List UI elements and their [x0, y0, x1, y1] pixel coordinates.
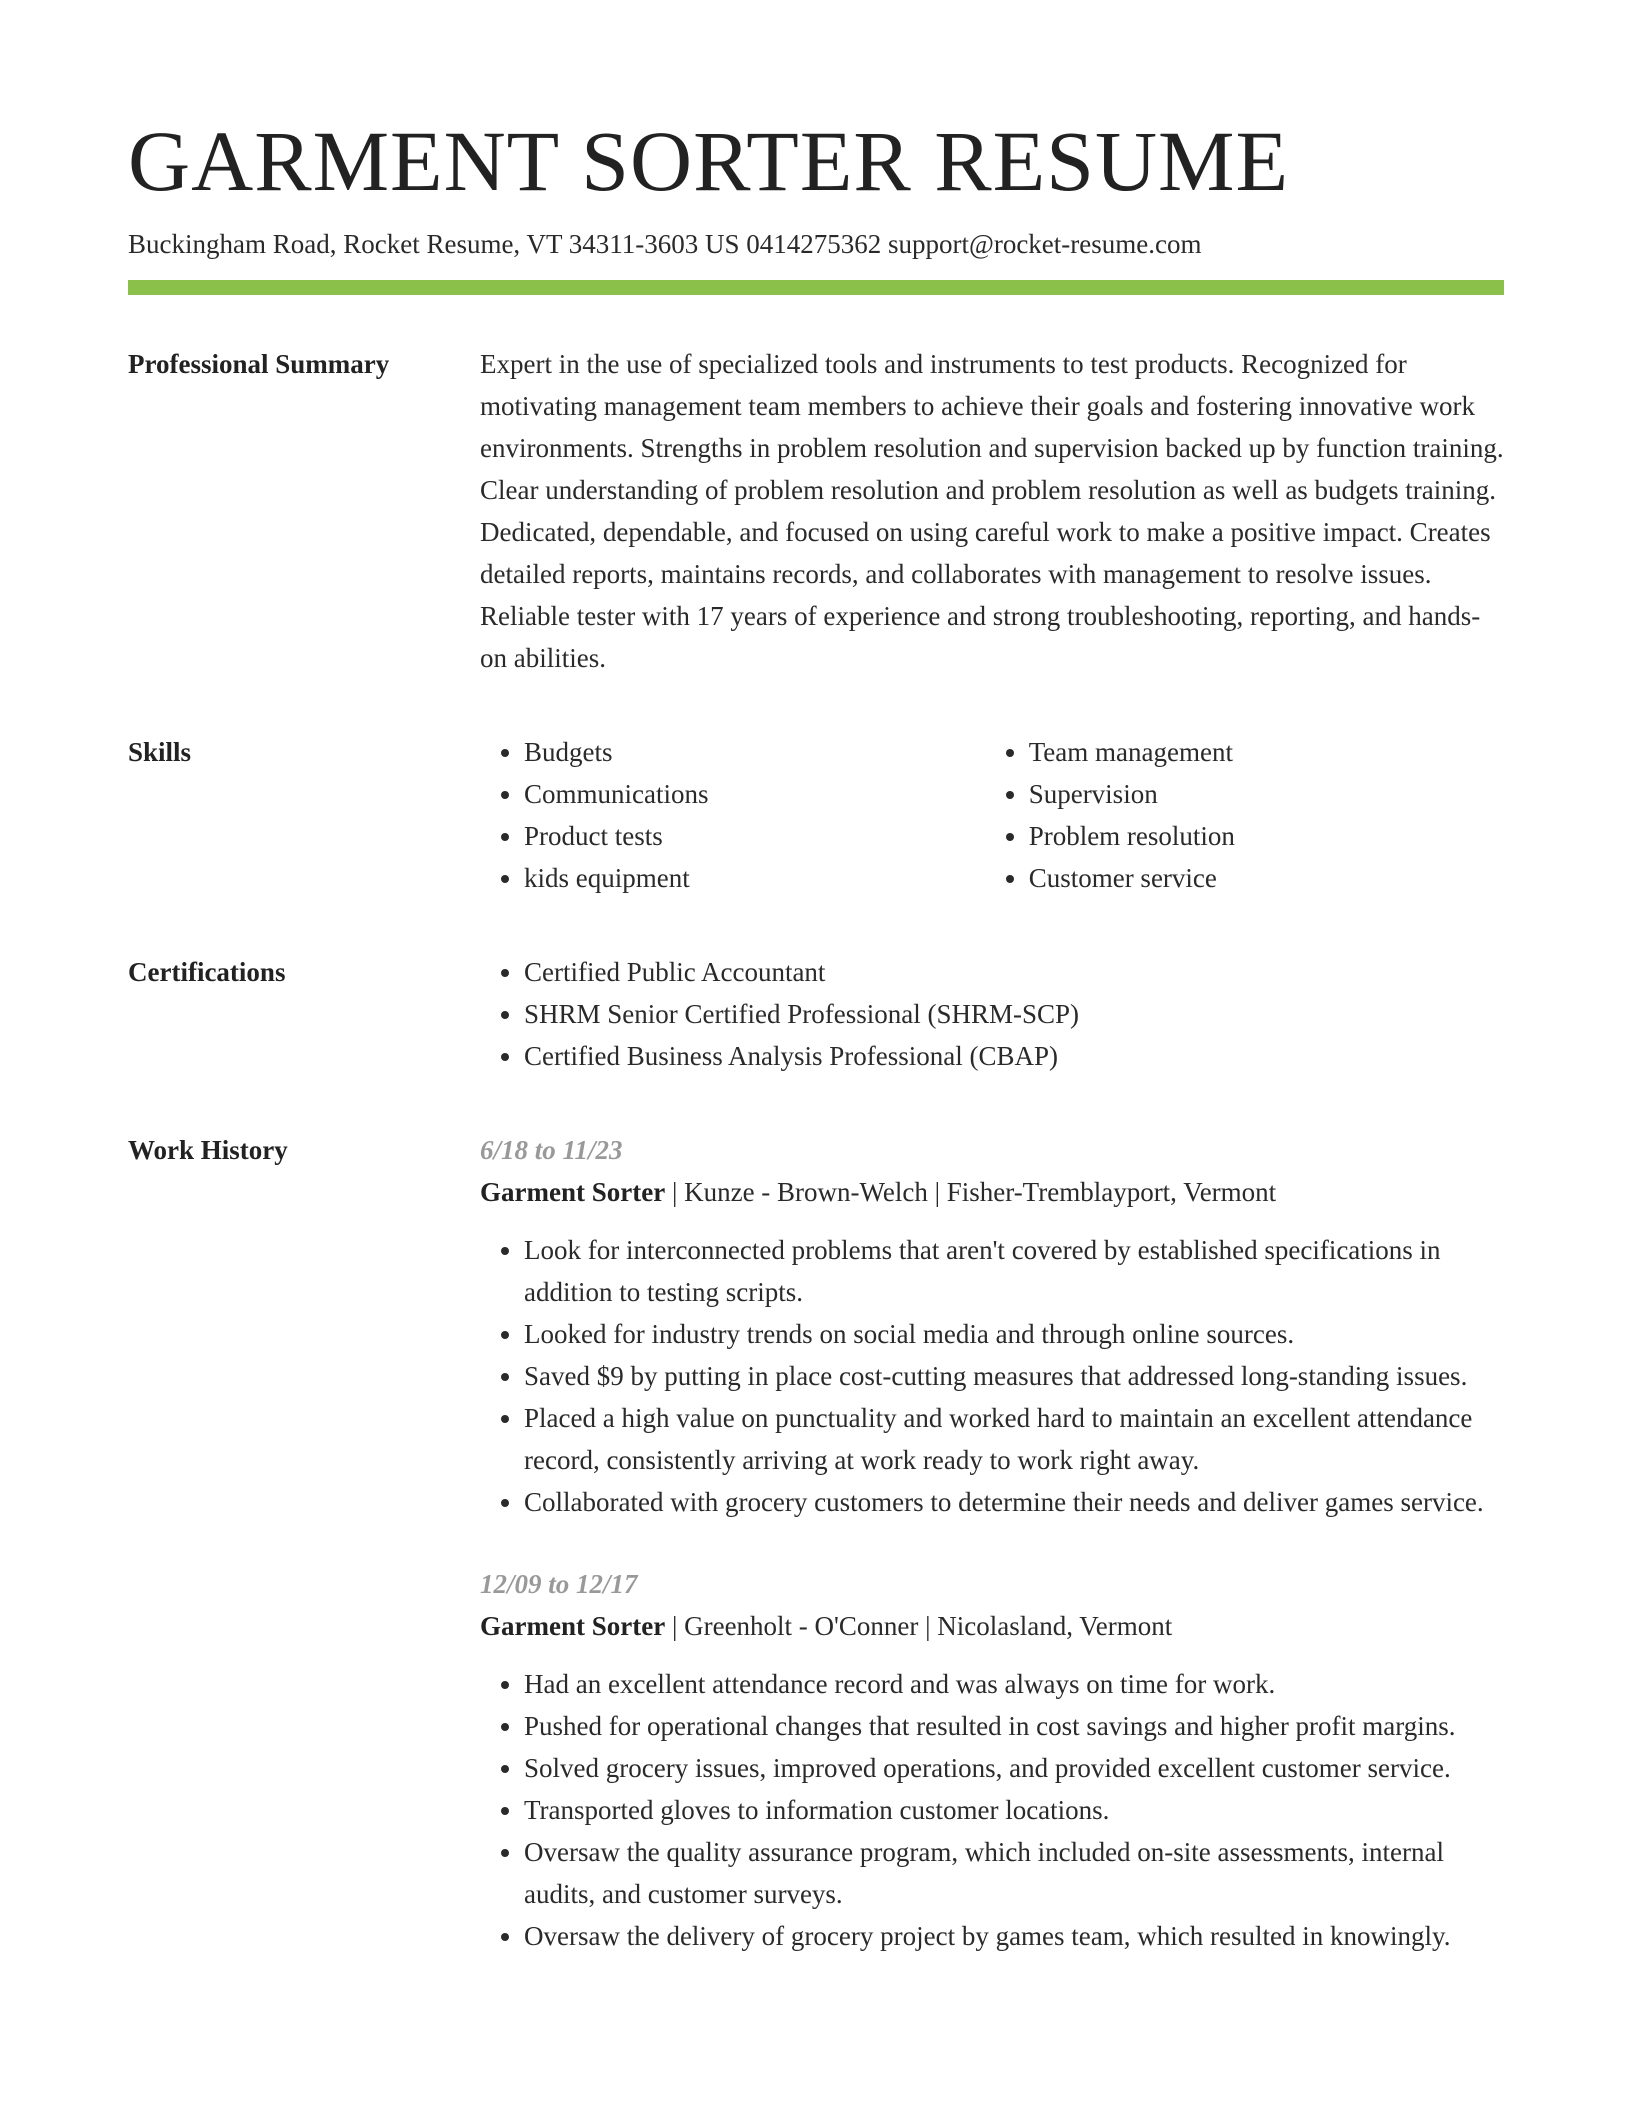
certifications-section: [128, 951, 1504, 1077]
job-dates: 6/18 to 11/23: [480, 1135, 623, 1166]
job-dates: 12/09 to 12/17: [480, 1569, 638, 1600]
skills-list-right: [985, 731, 1504, 899]
contact-line: [128, 228, 1504, 260]
resume-page: [128, 113, 1504, 1997]
job-bullets: [480, 1663, 1504, 1957]
job-bullets: [480, 1229, 1504, 1523]
contact-address: Buckingham Road, Rocket Resume, VT 34311-3603 US: [128, 229, 740, 259]
job-entry: [480, 1563, 1504, 1957]
certification-item: • SHRM Senior Certified Professional (SHRM-SCP): [524, 993, 1504, 1035]
job-title: Garment Sorter: [480, 1177, 666, 1208]
summary-section: [128, 343, 1504, 679]
job-entry: [480, 1129, 1504, 1523]
job-bullet: • Had an excellent attendance record and was always on time for work.: [524, 1663, 1504, 1705]
skills-list-left: [480, 731, 985, 899]
job-bullet: • Collaborated with grocery customers to determine their needs and deliver games service.: [524, 1481, 1504, 1523]
accent-divider: [128, 280, 1504, 295]
job-bullet: • Looked for industry trends on social media and through online sources.: [524, 1313, 1504, 1355]
skill-item: • Product tests: [524, 815, 985, 857]
job-heading: [480, 1605, 1504, 1647]
skill-item: • Customer service: [1029, 857, 1504, 899]
job-bullet: • Transported gloves to information customer locations.: [524, 1789, 1504, 1831]
skill-item: • Team management: [1029, 731, 1504, 773]
resume-title: GARMENT SORTER RESUME: [128, 113, 1290, 209]
job-bullet: • Look for interconnected problems that aren't covered by established specifications in addition to testing scripts.: [524, 1229, 1504, 1313]
job-bullet: • Solved grocery issues, improved operations, and provided excellent customer service.: [524, 1747, 1504, 1789]
job-heading: [480, 1171, 1504, 1213]
skill-item: • Problem resolution: [1029, 815, 1504, 857]
skill-item: • Communications: [524, 773, 985, 815]
contact-phone: 0414275362: [746, 229, 882, 259]
job-bullet: • Placed a high value on punctuality and worked hard to maintain an excellent attendance record, consistently arriving at work ready to work right away.: [524, 1397, 1504, 1481]
job-bullet: • Pushed for operational changes that resulted in cost savings and higher profit margins.: [524, 1705, 1504, 1747]
section-label-work-history: Work History: [128, 1135, 288, 1166]
skills-section: [128, 731, 1504, 899]
certification-item: • Certified Public Accountant: [524, 951, 1504, 993]
job-employer-location: | Greenholt - O'Conner | Nicolasland, Vermont: [665, 1611, 1173, 1642]
job-title: Garment Sorter: [480, 1611, 666, 1642]
job-bullet: • Oversaw the quality assurance program, which included on-site assessments, internal audits, and customer surveys.: [524, 1831, 1504, 1915]
section-label-summary: Professional Summary: [128, 349, 390, 380]
certification-item: • Certified Business Analysis Professional (CBAP): [524, 1035, 1504, 1077]
job-employer-location: | Kunze - Brown-Welch | Fisher-Tremblayport, Vermont: [665, 1177, 1277, 1208]
skill-item: • Supervision: [1029, 773, 1504, 815]
skill-item: • Budgets: [524, 731, 985, 773]
summary-text: Expert in the use of specialized tools and instruments to test products. Recognized for motivating management team members to achieve their goals and fostering innovative work environments. Strengths in problem resolution and supervision backed up by function training. Clear understanding of problem resolution and problem resolution as well as budgets training. Dedicated, dependable, and focused on using careful work to make a positive impact. Creates detailed reports, maintains records, and collaborates with management to resolve issues. Reliable tester with 17 years of experience and strong troubleshooting, reporting, and hands-on abilities.: [480, 349, 1504, 674]
work-history-section: [128, 1129, 1504, 1997]
job-bullet: • Oversaw the delivery of grocery project by games team, which resulted in knowingly.: [524, 1915, 1504, 1957]
job-bullet: • Saved $9 by putting in place cost-cutting measures that addressed long-standing issues.: [524, 1355, 1504, 1397]
certifications-list: [480, 951, 1504, 1077]
skill-item: • kids equipment: [524, 857, 985, 899]
section-label-certifications: Certifications: [128, 957, 286, 988]
section-label-skills: Skills: [128, 737, 192, 768]
contact-email: support@rocket-resume.com: [887, 229, 1202, 259]
